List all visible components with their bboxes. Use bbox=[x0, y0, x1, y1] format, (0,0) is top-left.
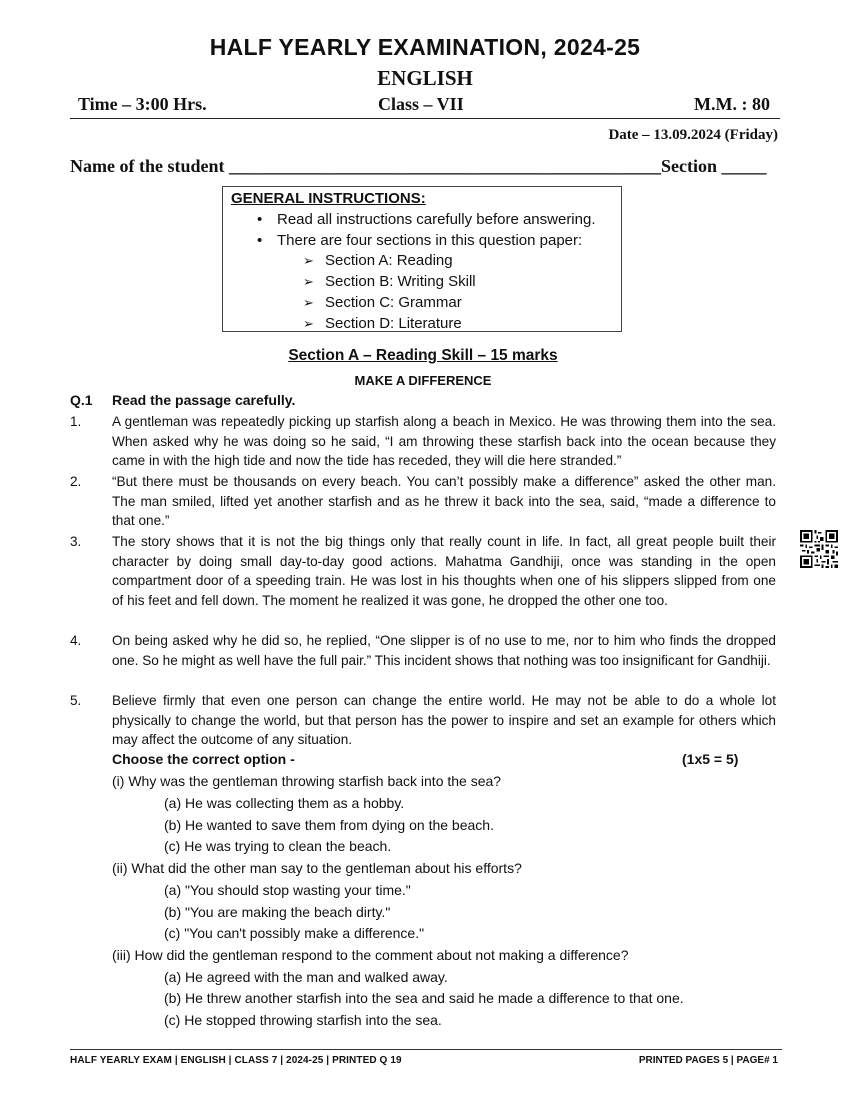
mcq-question: (iii) How did the gentleman respond to the comment about not making a difference? bbox=[112, 947, 629, 963]
paragraph-text: On being asked why he did so, he replied, “One slipper is of no use to me, nor to him who finds the dropped one. So he might as well have the full pair.” This incident shows that nothing was too insignificant for Gandhiji. bbox=[112, 633, 776, 668]
paragraph-number: 3. bbox=[70, 534, 82, 549]
footer-divider bbox=[70, 1049, 782, 1050]
section-label: Section bbox=[661, 156, 717, 176]
passage-paragraph bbox=[70, 532, 776, 610]
section-list-text: Section D: Literature bbox=[325, 314, 462, 332]
section-list-item bbox=[231, 293, 621, 314]
max-marks-label: M.M. : 80 bbox=[694, 94, 770, 114]
exam-title: HALF YEARLY EXAMINATION, 2024-25 bbox=[209, 34, 641, 60]
passage-paragraph bbox=[70, 691, 776, 750]
section-list-item bbox=[231, 314, 621, 335]
time-label: Time – 3:00 Hrs. bbox=[78, 94, 207, 114]
passage-paragraph bbox=[70, 631, 776, 670]
mcq-option: (b) "You are making the beach dirty." bbox=[164, 904, 391, 920]
arrowhead-bullet-icon: ➢ bbox=[303, 274, 314, 290]
mcq-question: (i) Why was the gentleman throwing starfish back into the sea? bbox=[112, 773, 502, 789]
mcq-option: (a) "You should stop wasting your time." bbox=[164, 882, 411, 898]
section-list-text: Section C: Grammar bbox=[325, 293, 462, 311]
paragraph-number: 4. bbox=[70, 633, 82, 648]
section-a-heading: Section A – Reading Skill – 15 marks bbox=[288, 347, 558, 364]
subject-title: ENGLISH bbox=[377, 66, 473, 90]
instruction-text: Read all instructions carefully before answering. bbox=[277, 210, 596, 228]
section-blank: _____ bbox=[721, 156, 767, 176]
bullet-dot-icon: • bbox=[257, 231, 263, 249]
exam-date: Date – 13.09.2024 (Friday) bbox=[608, 127, 778, 143]
general-instructions-box bbox=[222, 186, 622, 332]
mcq-option: (c) He stopped throwing starfish into the sea. bbox=[164, 1012, 442, 1028]
paragraph-text: Believe firmly that even one person can change the entire world. He may not be able to do a whole lot physically to change the world, but that person has the power to inspire and set an example for others which may affect the outcome of any situation. bbox=[112, 693, 776, 747]
passage-paragraph bbox=[70, 412, 776, 471]
instruction-text: There are four sections in this question paper: bbox=[277, 231, 583, 249]
passage-title: MAKE A DIFFERENCE bbox=[354, 373, 492, 388]
header-divider bbox=[70, 118, 780, 119]
question-number: Q.1 bbox=[70, 392, 93, 408]
instructions-heading: GENERAL INSTRUCTIONS: bbox=[231, 190, 426, 207]
paragraph-text: A gentleman was repeatedly picking up starfish along a beach in Mexico. He was throwing them into the sea. When asked why he was doing so he said, “I am throwing these starfish back into the ocean because they came in with the high tide and now the tide has receded, they will die here stranded.” bbox=[112, 414, 776, 468]
mcq-option: (a) He was collecting them as a hobby. bbox=[164, 795, 405, 811]
class-label: Class – VII bbox=[378, 94, 464, 114]
student-name-line bbox=[70, 156, 767, 177]
qr-code-icon bbox=[800, 530, 838, 568]
paragraph-text: The story shows that it is not the big things only that really count in life. In fact, all great people built their character by doing small day-to-day good actions. Mahatma Gandhiji, once was standing in the open compartment door of a speeding train. He was lost in his thoughts when one of his slippers slipped from one of his feet and fell down. The moment he realized it was gone, he dropped the other one too. bbox=[112, 534, 776, 608]
paragraph-number: 5. bbox=[70, 693, 82, 708]
arrowhead-bullet-icon: ➢ bbox=[303, 294, 314, 310]
arrowhead-bullet-icon: ➢ bbox=[303, 253, 314, 269]
mcq-option: (a) He agreed with the man and walked away. bbox=[164, 969, 448, 985]
section-list-text: Section A: Reading bbox=[325, 252, 453, 270]
question-instruction: Read the passage carefully. bbox=[112, 392, 296, 408]
bullet-dot-icon: • bbox=[257, 210, 263, 228]
mcq-option: (b) He threw another starfish into the sea and said he made a difference to that one. bbox=[164, 990, 684, 1006]
instruction-item bbox=[231, 210, 621, 231]
footer-exam-info: HALF YEARLY EXAM | ENGLISH | CLASS 7 | 2024-25 | PRINTED Q 19 bbox=[70, 1055, 402, 1066]
mcq-option: (c) He was trying to clean the beach. bbox=[164, 838, 392, 854]
name-blank: ________________________________________________ bbox=[229, 156, 661, 176]
paragraph-number: 2. bbox=[70, 474, 82, 489]
section-list-text: Section B: Writing Skill bbox=[325, 273, 476, 291]
paragraph-text: “But there must be thousands on every beach. You can’t possibly make a difference” asked the other man. The man smiled, lifted yet another starfish and as he threw it back into the sea, said, “made a difference to that one.” bbox=[112, 474, 776, 528]
mcq-option: (b) He wanted to save them from dying on the beach. bbox=[164, 817, 494, 833]
name-label: Name of the student bbox=[70, 156, 225, 176]
paragraph-number: 1. bbox=[70, 414, 82, 429]
mcq-question: (ii) What did the other man say to the gentleman about his efforts? bbox=[112, 860, 522, 876]
marks-allocation: (1x5 = 5) bbox=[682, 751, 739, 767]
choose-option-label: Choose the correct option - bbox=[112, 751, 295, 767]
section-list-item bbox=[231, 251, 621, 272]
instruction-item bbox=[231, 231, 621, 252]
arrowhead-bullet-icon: ➢ bbox=[303, 315, 314, 331]
section-list-item bbox=[231, 272, 621, 293]
footer-page-info: PRINTED PAGES 5 | PAGE# 1 bbox=[638, 1055, 778, 1066]
mcq-option: (c) "You can't possibly make a difference." bbox=[164, 925, 425, 941]
passage-paragraph bbox=[70, 472, 776, 531]
